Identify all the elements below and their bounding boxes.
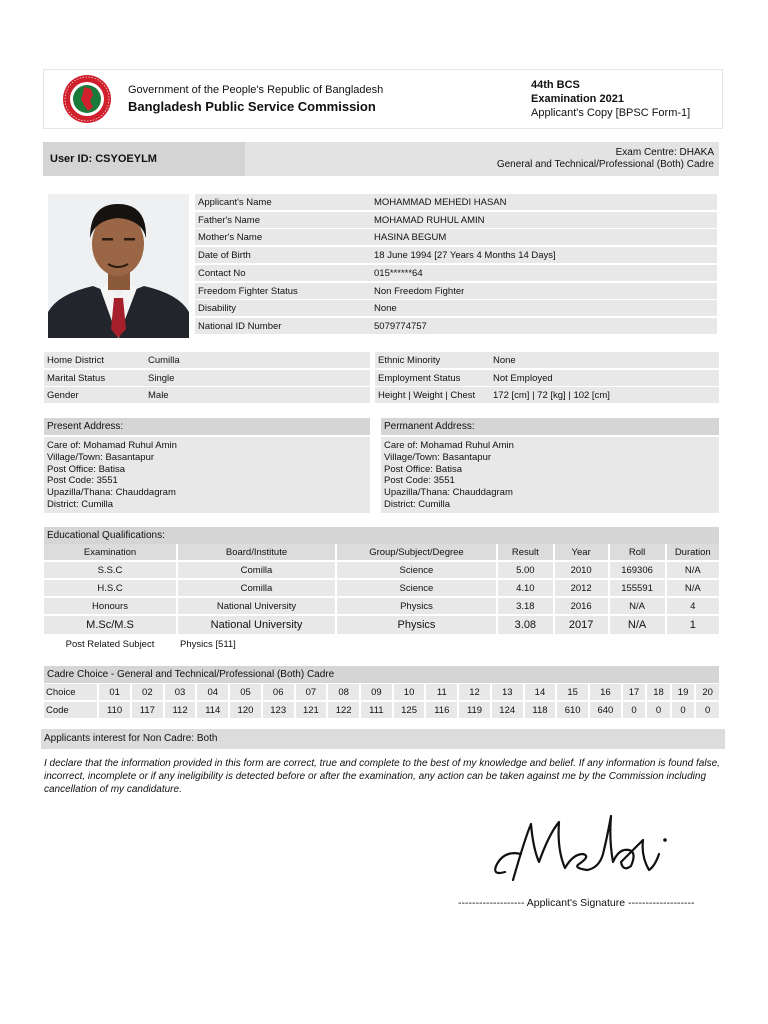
info-row bbox=[44, 387, 370, 403]
signature-label: ------------------- Applicant's Signature ------------------- bbox=[458, 897, 695, 909]
commission-name: Bangladesh Public Service Commission bbox=[128, 99, 376, 114]
cadre-cell: 610 bbox=[557, 702, 588, 718]
table-cell: M.Sc/M.S bbox=[44, 616, 176, 634]
table-cell: H.S.C bbox=[44, 580, 176, 596]
person-photo-icon bbox=[48, 194, 189, 338]
table-row bbox=[44, 598, 719, 614]
table-cell: 2010 bbox=[555, 562, 608, 578]
info-value: 015******64 bbox=[374, 267, 423, 279]
info-row bbox=[195, 318, 717, 334]
info-row bbox=[44, 370, 370, 386]
info-label: Contact No bbox=[198, 267, 246, 279]
address-line: Upazilla/Thana: Chauddagram bbox=[47, 487, 176, 499]
cadre-cell: 03 bbox=[165, 684, 196, 700]
table-cell: Honours bbox=[44, 598, 176, 614]
post-subject-value: Physics [511] bbox=[178, 636, 719, 652]
info-value: None bbox=[493, 355, 516, 366]
cadre-cell: 14 bbox=[525, 684, 556, 700]
exam-centre-block bbox=[497, 147, 714, 171]
address-line: Care of: Mohamad Ruhul Amin bbox=[384, 440, 514, 451]
table-cell: 5.00 bbox=[498, 562, 553, 578]
cadre-cell: 17 bbox=[623, 684, 646, 700]
government-seal-icon bbox=[62, 74, 112, 124]
info-label: Father's Name bbox=[198, 214, 261, 226]
cadre-cell: 112 bbox=[165, 702, 196, 718]
info-label: Ethnic Minority bbox=[378, 355, 441, 366]
cadre-cell: 0 bbox=[672, 702, 695, 718]
cadre-cell: 122 bbox=[328, 702, 359, 718]
table-cell: N/A bbox=[667, 580, 719, 596]
exam-year: Examination 2021 bbox=[531, 93, 624, 105]
declaration-text: I declare that the information provided in this form are correct, true and complete to the best of my knowledge and belief. If any information is found false, incorrect, incomplete or if any ineligibility is detected before or after the examination, any action can be taken against me by the Commission including cancellation of my candidature. bbox=[44, 758, 720, 795]
applicant-photo bbox=[48, 194, 189, 338]
address-line: Post Code: 3551 bbox=[384, 475, 455, 487]
applicant-signature-icon bbox=[487, 810, 677, 890]
cadre-cell: 19 bbox=[672, 684, 695, 700]
table-cell: 2012 bbox=[555, 580, 608, 596]
table-cell: Comilla bbox=[178, 580, 335, 596]
column-header: Group/Subject/Degree bbox=[337, 544, 496, 560]
cadre-type: General and Technical/Professional (Both) Cadre bbox=[496, 159, 714, 170]
address-line: Post Office: Batisa bbox=[47, 463, 125, 475]
exam-centre: Exam Centre: DHAKA bbox=[615, 147, 714, 158]
non-cadre-interest: Applicants interest for Non Cadre: Both bbox=[41, 729, 725, 749]
cadre-cell: 20 bbox=[696, 684, 719, 700]
education-title: Educational Qualifications: bbox=[44, 527, 719, 544]
info-value: Not Employed bbox=[493, 372, 553, 384]
cadre-cell: 07 bbox=[296, 684, 327, 700]
info-label: Height | Weight | Chest bbox=[378, 390, 476, 402]
info-label: Freedom Fighter Status bbox=[198, 285, 298, 297]
cadre-cell: 117 bbox=[132, 702, 163, 718]
table-row bbox=[44, 616, 719, 634]
info-label: Home District bbox=[47, 355, 105, 366]
info-row bbox=[195, 229, 717, 245]
info-value: Non Freedom Fighter bbox=[374, 285, 465, 297]
column-header: Examination bbox=[44, 544, 176, 560]
cadre-choice-row bbox=[44, 684, 719, 700]
table-cell: 169306 bbox=[610, 562, 665, 578]
post-subject-label: Post Related Subject bbox=[44, 636, 176, 652]
cadre-code-row bbox=[44, 702, 719, 718]
address-line: Post Office: Batisa bbox=[384, 463, 462, 475]
cadre-cell: 116 bbox=[426, 702, 457, 718]
form-header bbox=[43, 69, 723, 129]
info-value: 172 [cm] | 72 [kg] | 102 [cm] bbox=[493, 390, 610, 402]
table-cell: 2016 bbox=[555, 598, 608, 614]
info-label: Disability bbox=[198, 303, 237, 315]
column-header: Duration bbox=[667, 544, 719, 560]
info-label: Gender bbox=[47, 390, 79, 402]
info-label: Date of Birth bbox=[198, 250, 251, 262]
info-row bbox=[195, 194, 717, 210]
table-cell: 4.10 bbox=[498, 580, 553, 596]
cadre-cell: 09 bbox=[361, 684, 392, 700]
table-cell: S.S.C bbox=[44, 562, 176, 578]
cadre-cell: 0 bbox=[696, 702, 719, 718]
cadre-cell: 114 bbox=[197, 702, 228, 718]
table-cell: Science bbox=[337, 562, 496, 578]
column-header: Board/Institute bbox=[178, 544, 335, 560]
cadre-cell: 10 bbox=[394, 684, 425, 700]
cadre-cell: 11 bbox=[426, 684, 457, 700]
cadre-cell: 18 bbox=[647, 684, 670, 700]
table-cell: National University bbox=[178, 616, 335, 634]
cadre-choice-title: Cadre Choice - General and Technical/Professional (Both) Cadre bbox=[44, 666, 719, 683]
table-cell: N/A bbox=[610, 598, 665, 614]
table-cell: N/A bbox=[667, 562, 719, 578]
info-row bbox=[375, 387, 719, 403]
cadre-cell: 16 bbox=[590, 684, 621, 700]
cadre-cell: 125 bbox=[394, 702, 425, 718]
cadre-cell: 124 bbox=[492, 702, 523, 718]
info-value: 18 June 1994 [27 Years 4 Months 14 Days] bbox=[374, 250, 556, 262]
table-cell: 3.18 bbox=[498, 598, 553, 614]
info-row bbox=[195, 265, 717, 281]
present-address bbox=[44, 437, 370, 513]
address-line: Post Code: 3551 bbox=[47, 475, 118, 487]
table-cell: 1 bbox=[667, 616, 719, 634]
education-header-row bbox=[44, 544, 719, 560]
table-cell: 4 bbox=[667, 598, 719, 614]
cadre-cell: 640 bbox=[590, 702, 621, 718]
cadre-cell: 01 bbox=[99, 684, 130, 700]
cadre-cell: 111 bbox=[361, 702, 392, 718]
user-id: User ID: CSYOEYLM bbox=[43, 142, 245, 176]
cadre-choice-table bbox=[42, 682, 721, 720]
permanent-address bbox=[381, 437, 719, 513]
table-row bbox=[44, 562, 719, 578]
address-line: Village/Town: Basantapur bbox=[47, 451, 155, 463]
details-left bbox=[44, 352, 370, 404]
personal-info bbox=[195, 194, 717, 338]
permanent-address-title: Permanent Address: bbox=[381, 418, 719, 435]
info-value: Single bbox=[148, 372, 175, 384]
cadre-cell: 05 bbox=[230, 684, 261, 700]
info-row bbox=[44, 352, 370, 368]
table-cell: 2017 bbox=[555, 616, 608, 634]
bcs-title: 44th BCS bbox=[531, 79, 580, 91]
column-header: Roll bbox=[610, 544, 665, 560]
cadre-cell: 08 bbox=[328, 684, 359, 700]
cadre-cell: 06 bbox=[263, 684, 294, 700]
post-subject-row bbox=[44, 636, 719, 652]
table-cell: Science bbox=[337, 580, 496, 596]
table-cell: National University bbox=[178, 598, 335, 614]
table-cell: 155591 bbox=[610, 580, 665, 596]
present-address-title: Present Address: bbox=[44, 418, 370, 435]
info-row bbox=[195, 283, 717, 299]
table-cell: Physics bbox=[337, 598, 496, 614]
column-header: Result bbox=[498, 544, 553, 560]
copy-type: Applicant's Copy [BPSC Form-1] bbox=[531, 107, 691, 119]
info-row bbox=[195, 247, 717, 263]
cadre-cell: 120 bbox=[230, 702, 261, 718]
education-table bbox=[42, 542, 721, 654]
cadre-cell: 02 bbox=[132, 684, 163, 700]
address-line: District: Cumilla bbox=[47, 498, 113, 510]
info-row bbox=[375, 370, 719, 386]
cadre-cell: 118 bbox=[525, 702, 556, 718]
government-line: Government of the People's Republic of Bangladesh bbox=[128, 84, 384, 96]
info-value: Male bbox=[148, 390, 169, 402]
info-value: 5079774757 bbox=[374, 320, 427, 332]
info-value: Cumilla bbox=[148, 355, 180, 366]
cadre-cell: 119 bbox=[459, 702, 490, 718]
column-header: Year bbox=[555, 544, 608, 560]
table-cell: 3.08 bbox=[498, 616, 553, 634]
cadre-row-label: Code bbox=[44, 702, 97, 718]
info-value: HASINA BEGUM bbox=[374, 232, 447, 244]
cadre-cell: 15 bbox=[557, 684, 588, 700]
address-line: Village/Town: Basantapur bbox=[384, 451, 492, 463]
info-label: Applicant's Name bbox=[198, 197, 272, 208]
address-line: Care of: Mohamad Ruhul Amin bbox=[47, 440, 177, 451]
info-label: Mother's Name bbox=[198, 232, 263, 244]
info-row bbox=[195, 300, 717, 316]
table-cell: Comilla bbox=[178, 562, 335, 578]
info-value: MOHAMAD RUHUL AMIN bbox=[374, 214, 485, 226]
info-row bbox=[375, 352, 719, 368]
address-line: District: Cumilla bbox=[384, 498, 450, 510]
info-label: Employment Status bbox=[378, 372, 461, 384]
cadre-cell: 0 bbox=[623, 702, 646, 718]
address-line: Upazilla/Thana: Chauddagram bbox=[384, 487, 513, 499]
info-label: National ID Number bbox=[198, 320, 282, 332]
cadre-cell: 121 bbox=[296, 702, 327, 718]
info-row bbox=[195, 212, 717, 228]
details-right bbox=[375, 352, 719, 404]
info-value: None bbox=[374, 303, 397, 315]
cadre-cell: 123 bbox=[263, 702, 294, 718]
cadre-cell: 04 bbox=[197, 684, 228, 700]
table-cell: Physics bbox=[337, 616, 496, 634]
cadre-row-label: Choice bbox=[44, 684, 97, 700]
cadre-cell: 12 bbox=[459, 684, 490, 700]
info-label: Marital Status bbox=[47, 372, 106, 384]
exam-info bbox=[531, 78, 690, 120]
cadre-cell: 110 bbox=[99, 702, 130, 718]
info-value: MOHAMMAD MEHEDI HASAN bbox=[374, 197, 507, 208]
table-cell: N/A bbox=[610, 616, 665, 634]
table-row bbox=[44, 580, 719, 596]
cadre-cell: 0 bbox=[647, 702, 670, 718]
cadre-cell: 13 bbox=[492, 684, 523, 700]
user-bar bbox=[43, 142, 719, 176]
